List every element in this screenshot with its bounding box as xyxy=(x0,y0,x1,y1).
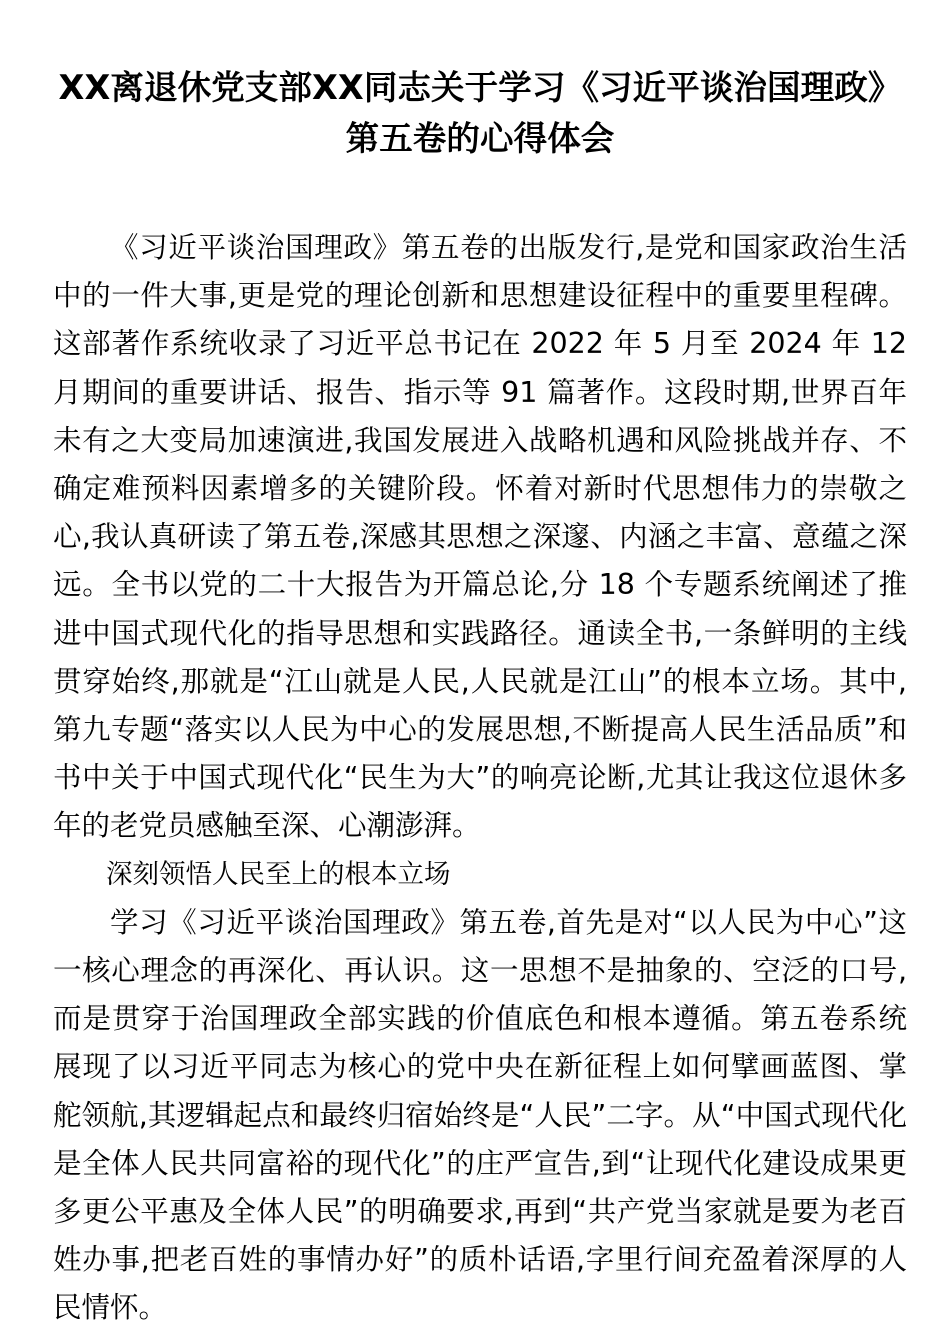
document-content xyxy=(53,0,917,1333)
section-heading-1: 深刻领悟人民至上的根本立场 xyxy=(106,858,451,890)
title-body-spacer xyxy=(53,164,907,224)
paragraph-1: 《习近平谈治国理政》第五卷的出版发行,是党和国家政治生活中的一件大事,更是党的理论创新和思想建设征程中的重要里程碑。这部著作系统收录了习近平总书记在 2022 年 5 月至 2024 年 12 月期间的重要讲话、报告、指示等 91 篇著作。这段时期,世界百年未有之大变局加速演进,我国发展进入战略机遇和风险挑战并存、不确定难预料因素增多的关键阶段。怀着对新时代思想伟力的崇敬之心,我认真研读了第五卷,深感其思想之深邃、内涵之丰富、意蕴之深远。全书以党的二十大报告为开篇总论,分 18 个专题系统阐述了推进中国式现代化的指导思想和实践路径。通读全书,一条鲜明的主线贯穿始终,那就是“江山就是人民,人民就是江山”的根本立场。其中,第九专题“落实以人民为中心的发展思想,不断提高人民生活品质”和书中关于中国式现代化“民生为大”的响亮论断,尤其让我这位退休多年的老党员感触至深、心潮澎湃。 xyxy=(53,231,917,843)
paragraph-2: 学习《习近平谈治国理政》第五卷,首先是对“以人民为中心”这一核心理念的再深化、再认识。这一思想不是抽象的、空泛的口号,而是贯穿于治国理政全部实践的价值底色和根本遵循。第五卷系统展现了以习近平同志为核心的党中央在新征程上如何擘画蓝图、掌舵领航,其逻辑起点和最终归宿始终是“人民”二字。从“中国式现代化是全体人民共同富裕的现代化”的庄严宣告,到“让现代化建设成果更多更公平惠及全体人民”的明确要求,再到“共产党当家就是要为老百姓办事,把老百姓的事情办好”的质朴话语,字里行间充盈着深厚的人民情怀。 xyxy=(53,905,907,1325)
page-title: XX离退休党支部XX同志关于学习《习近平谈治国理政》第五卷的心得体会 xyxy=(58,68,902,158)
